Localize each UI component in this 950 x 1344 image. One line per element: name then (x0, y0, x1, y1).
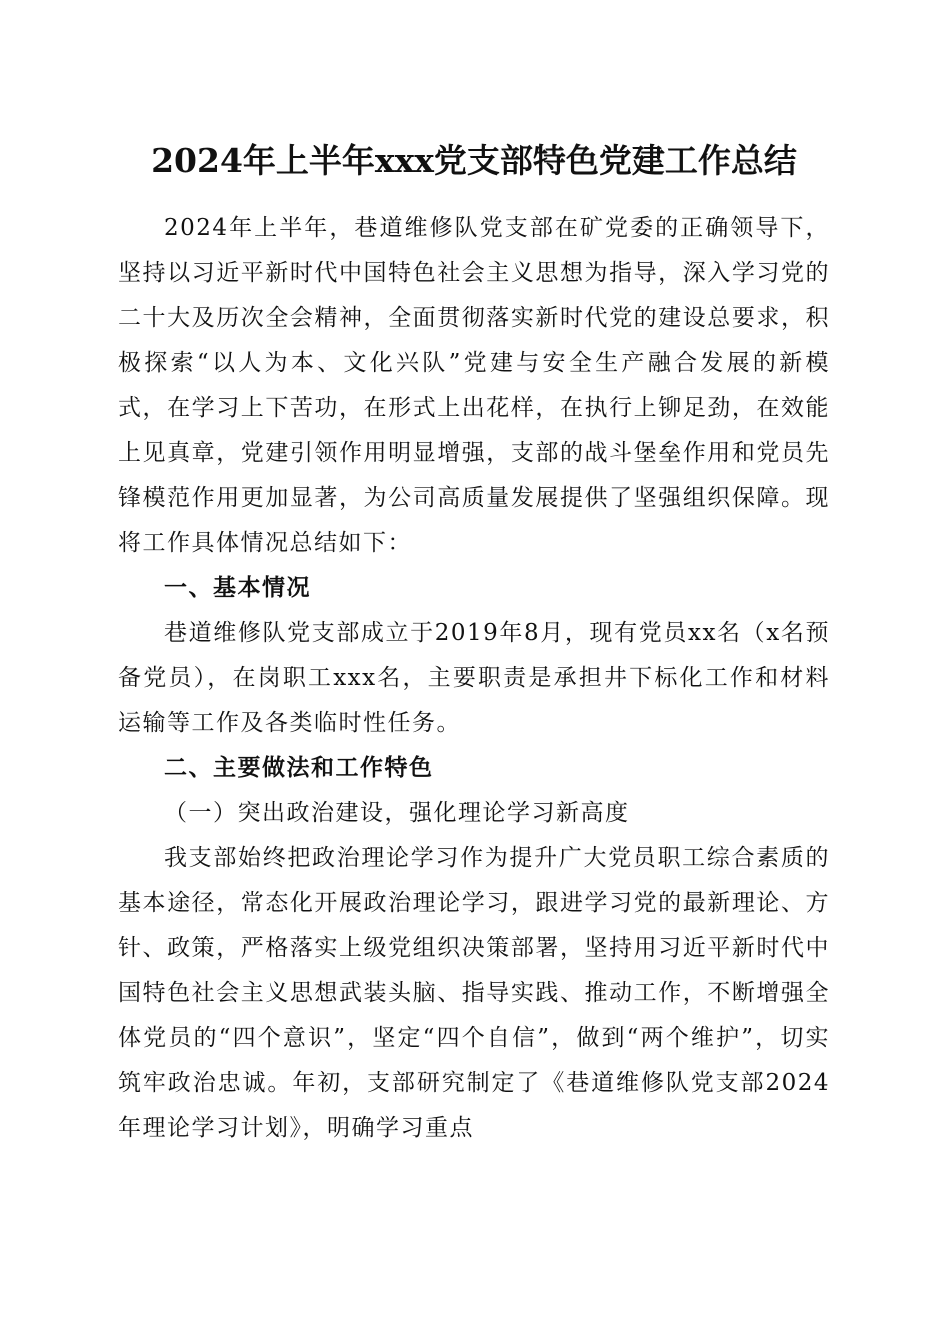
basic-info-paragraph: 巷道维修队党支部成立于2019年8月，现有党员xx名（x名预备党员），在岗职工xxx名，主要职责是承担井下标化工作和材料运输等工作及各类临时性任务。 (118, 620, 830, 736)
subsection-heading-political-building: （一）突出政治建设，强化理论学习新高度 (164, 800, 630, 826)
document-title: 2024年上半年xxx党支部特色党建工作总结 (151, 141, 797, 180)
section-heading-main-practices: 二、主要做法和工作特色 (164, 755, 434, 781)
political-building-paragraph: 我支部始终把政治理论学习作为提升广大党员职工综合素质的基本途径，常态化开展政治理论学习，跟进学习党的最新理论、方针、政策，严格落实上级党组织决策部署，坚持用习近平新时代中国特色社会主义思想武装头脑、指导实践、推动工作，不断增强全体党员的“四个意识”，坚定“四个自信”，做到“两个维护”，切实筑牢政治忠诚。年初，支部研究制定了《巷道维修队党支部2024年理论学习计划》，明确学习重点 (118, 845, 830, 1141)
document-body (118, 206, 830, 1151)
intro-paragraph: 2024年上半年，巷道维修队党支部在矿党委的正确领导下，坚持以习近平新时代中国特色社会主义思想为指导，深入学习党的二十大及历次全会精神，全面贯彻落实新时代党的建设总要求，积极探索“以人为本、文化兴队”党建与安全生产融合发展的新模式，在学习上下苦功，在形式上出花样，在执行上铆足劲，在效能上见真章，党建引领作用明显增强，支部的战斗堡垒作用和党员先锋模范作用更加显著，为公司高质量发展提供了坚强组织保障。现将工作具体情况总结如下： (118, 215, 830, 556)
section-heading-basic-info: 一、基本情况 (164, 575, 311, 601)
